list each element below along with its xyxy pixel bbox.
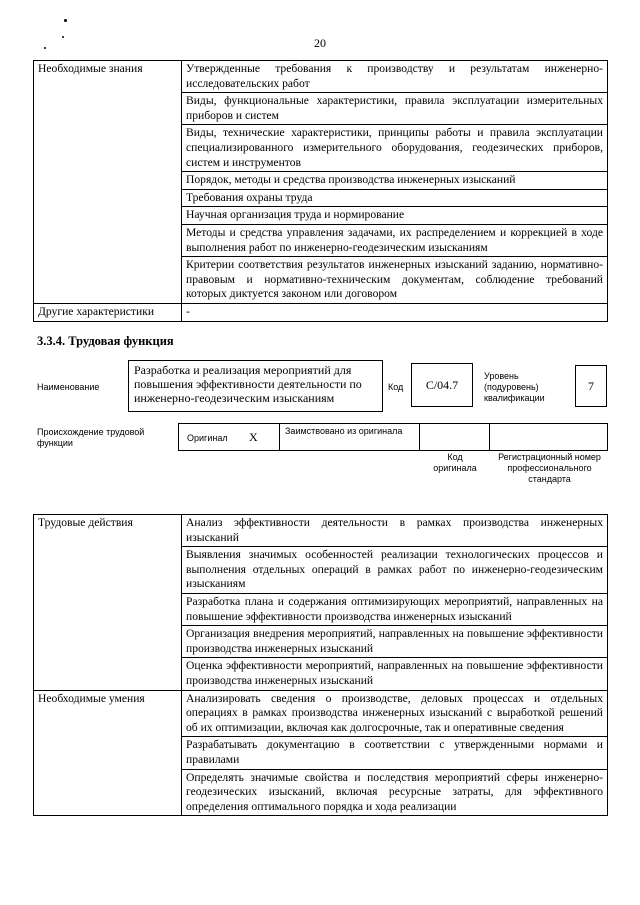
knowledge-item: Научная организация труда и нормирование <box>182 207 608 225</box>
name-label: Наименование <box>37 382 100 392</box>
section-title: 3.3.4. Трудовая функция <box>37 334 174 348</box>
code-value: C/04.7 <box>425 378 459 392</box>
skill-item: Разрабатывать документацию в соответствии с утвержденными нормами и правилами <box>182 737 608 769</box>
knowledge-label: Необходимые знания <box>34 61 182 304</box>
action-item: Анализ эффективности деятельности в рамках производства инженерных изысканий <box>182 515 608 547</box>
table-row <box>34 61 608 93</box>
code-box <box>411 363 473 407</box>
code-original-caption: Код оригинала <box>433 452 477 473</box>
skill-item: Определять значимые свойства и последствия мероприятий сферы инженерно-геодезических изысканий, включая ресурсные затраты, для эффективного определения оптимального порядка и хода реализации <box>182 769 608 816</box>
cell-divider <box>489 424 490 450</box>
level-box <box>575 365 607 407</box>
actions-label: Трудовые действия <box>34 515 182 691</box>
actions-table <box>33 514 608 816</box>
action-item: Разработка плана и содержания оптимизирующих мероприятий, направленных на повышение эффективности производства инженерных изысканий <box>182 593 608 625</box>
knowledge-item: Методы и средства управления задачами, их распределением и коррекцией в ходе выполнения работ по инженерно-геодезическим изысканиям <box>182 224 608 256</box>
other-label: Другие характеристики <box>34 303 182 321</box>
action-item: Оценка эффективности мероприятий, направленных на повышение эффективности производства инженерных изысканий <box>182 658 608 690</box>
level-value: 7 <box>588 379 594 393</box>
table-row <box>34 515 608 547</box>
knowledge-item: Виды, функциональные характеристики, правила эксплуатации измерительных приборов и систем <box>182 93 608 125</box>
table-row <box>34 303 608 321</box>
cell-divider <box>279 424 280 450</box>
knowledge-item: Требования охраны труда <box>182 189 608 207</box>
function-name: Разработка и реализация мероприятий для повышения эффективности деятельности по инженерно-геодезическим изысканиям <box>134 363 362 405</box>
action-item: Организация внедрения мероприятий, направленных на повышение эффективности производства инженерных изысканий <box>182 626 608 658</box>
knowledge-item: Утвержденные требования к производству и результатам инженерно-исследовательских работ <box>182 61 608 93</box>
reg-number-caption: Регистрационный номер профессионального стандарта <box>498 452 601 484</box>
cell-divider <box>419 424 420 450</box>
origin-table <box>178 423 608 451</box>
action-item: Выявления значимых особенностей реализации технологических процессов и выполнения отдельных операций в рамках работ по инженерно-геодезическим изысканиям <box>182 547 608 594</box>
other-value: - <box>182 303 608 321</box>
scan-speck <box>64 19 67 22</box>
knowledge-table <box>33 60 608 322</box>
knowledge-item: Критерии соответствия результатов инженерных изысканий заданию, нормативно-правовым и нормативно-техническим документам, соблюдение требований которых диктуется законом или договором <box>182 257 608 304</box>
borrowed-label: Заимствовано из оригинала <box>285 426 403 436</box>
knowledge-item: Виды, технические характеристики, принципы работы и правила эксплуатации специализированного измерительного оборудования, геодезических приборов, систем и инструментов <box>182 125 608 172</box>
page-number: 20 <box>314 36 326 50</box>
skills-label: Необходимые умения <box>34 690 182 816</box>
original-mark: X <box>249 430 258 444</box>
origin-label: Происхождение трудовой функции <box>37 427 145 448</box>
knowledge-item: Порядок, методы и средства производства инженерных изысканий <box>182 172 608 190</box>
code-label: Код <box>388 382 404 392</box>
table-row <box>34 690 608 737</box>
original-label: Оригинал <box>187 433 228 443</box>
skill-item: Анализировать сведения о производстве, деловых процессах и отдельных операциях в рамках производства инженерных изысканий с выработкой решений об их оптимизации, включая как долгосрочные, так и оперативные сведения <box>182 690 608 737</box>
function-name-box <box>128 360 383 412</box>
level-label: Уровень (подуровень) квалификации <box>484 371 545 403</box>
